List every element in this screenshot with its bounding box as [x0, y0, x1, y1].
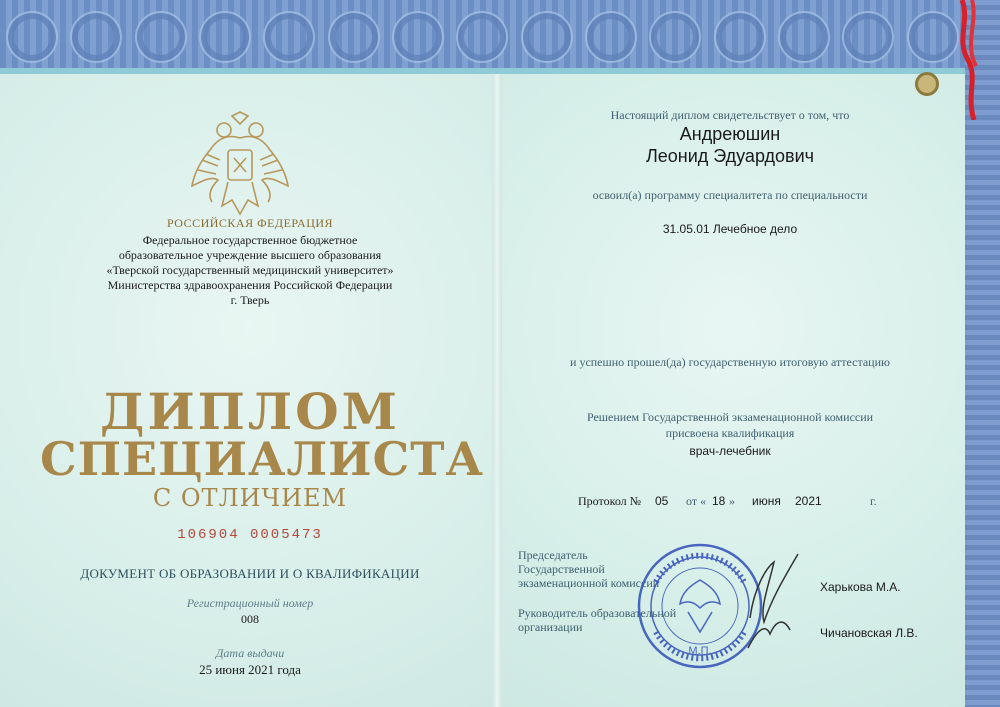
institution-line: образовательное учреждение высшего образования: [118, 248, 382, 262]
intro-text: Настоящий диплом свидетельствует о том, что: [610, 108, 850, 122]
institution-line: Федеральное государственное бюджетное: [142, 233, 358, 247]
decision-text: Решением Государственной экзаменационной комиссии: [586, 410, 874, 424]
head-title-2: организации: [518, 620, 583, 634]
country-name: РОССИЙСКАЯ ФЕДЕРАЦИЯ: [166, 216, 334, 230]
institution-line: г. Тверь: [230, 293, 270, 307]
chairman-title: Председатель: [518, 548, 588, 562]
chairman-title-2: Государственной: [518, 562, 605, 576]
diploma-title: ДИПЛОМ: [99, 382, 401, 441]
institution-line: «Тверской государственный медицинский университет»: [106, 263, 394, 277]
program-text: освоил(а) программу специалитета по специальности: [592, 188, 868, 202]
exam-text: и успешно прошел(да) государственную итоговую аттестацию: [570, 355, 890, 369]
protocol-label: Протокол №: [578, 494, 642, 508]
graduate-name: Леонид Эдуардович: [645, 146, 815, 166]
graduate-surname: Андреюшин: [679, 124, 781, 144]
protocol-month: июня: [752, 494, 781, 508]
stamp-label: М.П.: [688, 645, 712, 657]
serial-number: 106904 0005473: [177, 527, 323, 543]
specialty: 31.05.01 Лечебное дело: [662, 222, 798, 236]
protocol-year: 2021: [795, 494, 822, 508]
top-security-band: [0, 0, 965, 74]
institution-line: Министерства здравоохранения Российской Федерации: [107, 278, 393, 292]
head-title: Руководитель образовательной: [518, 606, 677, 620]
institution-block: [60, 233, 440, 308]
registration-label: Регистрационный номер: [186, 596, 314, 610]
coat-of-arms-icon: [188, 110, 292, 220]
document-type: ДОКУМЕНТ ОБ ОБРАЗОВАНИИ И О КВАЛИФИКАЦИИ: [80, 566, 420, 581]
head-name: Чичановская Л.В.: [820, 626, 918, 640]
honors-label: С ОТЛИЧИЕМ: [152, 484, 348, 512]
handwritten-signature: [720, 548, 820, 658]
protocol-number: 05: [655, 494, 669, 508]
chairman-name: Харькова М.А.: [820, 580, 901, 594]
chairman-title-3: экзаменационной комиссии: [518, 576, 660, 590]
protocol-from: от «: [686, 494, 707, 508]
issue-date: 25 июня 2021 года: [199, 662, 301, 677]
protocol-day: 18: [712, 494, 726, 508]
protocol-year-suffix: г.: [870, 494, 877, 508]
ribbon-icon: [948, 0, 988, 120]
decision-text-2: присвоена квалификация: [665, 426, 795, 440]
protocol-quote: »: [729, 494, 735, 508]
page-spine: [492, 74, 502, 707]
grommet-icon: [915, 72, 939, 96]
qualification: врач-лечебник: [689, 444, 771, 458]
issue-date-label: Дата выдачи: [215, 646, 285, 660]
registration-number: 008: [241, 612, 259, 626]
diploma-subtitle: СПЕЦИАЛИСТА: [40, 432, 484, 486]
